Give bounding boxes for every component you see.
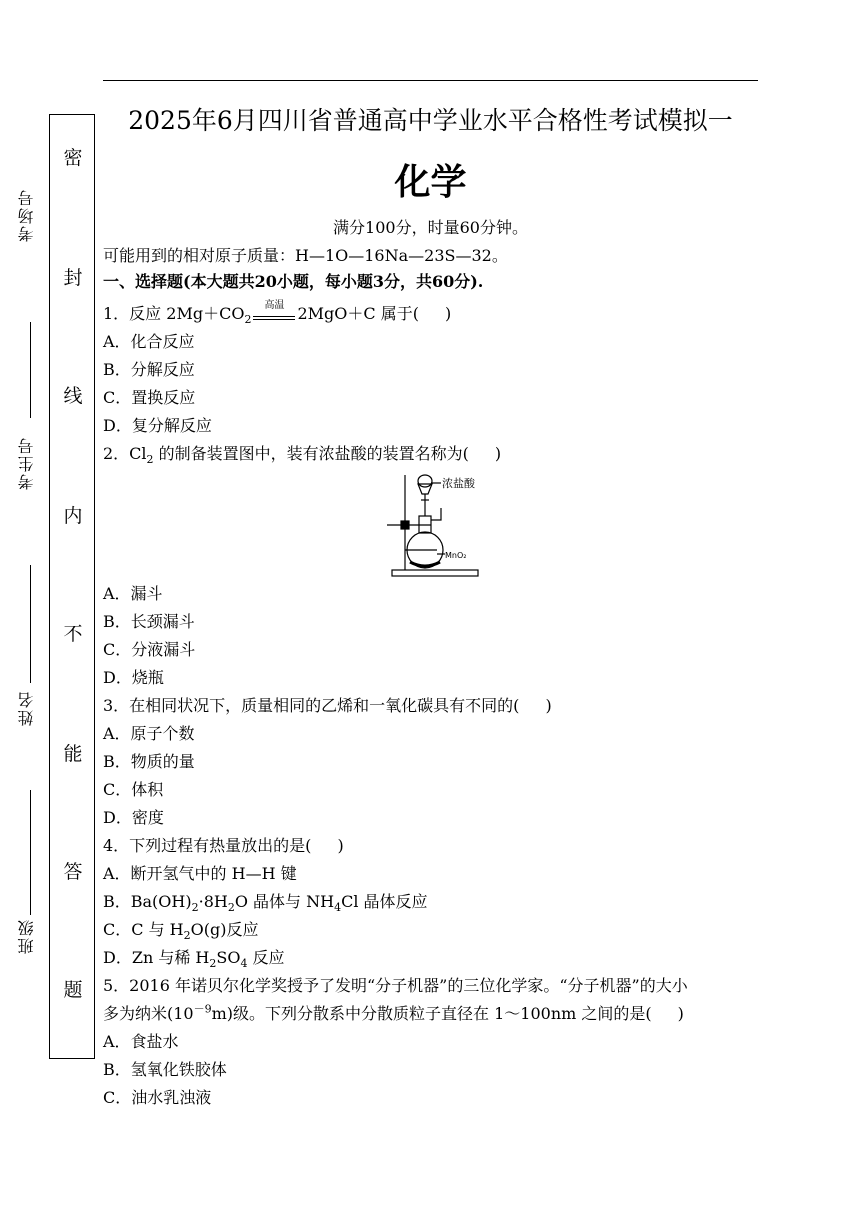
seal-char: 密 xyxy=(63,147,83,169)
label-mno2: MnO₂ xyxy=(445,551,467,560)
seal-char: 内 xyxy=(63,505,83,527)
header-rule xyxy=(103,80,758,81)
question-2-stem: 2．$Cl_2$ 的制备装置图中，装有浓盐酸的装置名称为( ) xyxy=(103,444,502,467)
q4-option-b: B．$Ba(OH)_2\cdot 8H_2O$ 晶体与 $NH_4Cl$ 晶体反应 xyxy=(103,892,428,915)
exam-room-field xyxy=(4,188,50,242)
clamp-joint xyxy=(401,521,409,529)
stand-base xyxy=(392,570,478,576)
seal-char: 不 xyxy=(63,623,83,645)
q3-option-a: A．原子个数 xyxy=(103,724,195,743)
exam-room-label: 考场号 xyxy=(17,188,36,242)
q2-option-b: B．长颈漏斗 xyxy=(103,612,195,631)
atomic-masses: 可能用到的相对原子质量：H—1O—16Na—23S—32。 xyxy=(103,246,508,265)
question-1-stem: 1．反应 $2Mg+CO_2$ 高温 2MgO＋C 属于( ) xyxy=(103,300,452,327)
q1-option-b: B．分解反应 xyxy=(103,360,195,379)
q1-option-c: C．置换反应 xyxy=(103,388,196,407)
name-line xyxy=(30,790,31,915)
exam-number-line xyxy=(30,565,31,683)
q3-option-d: D．密度 xyxy=(103,808,164,827)
seal-char: 答 xyxy=(63,861,83,883)
question-3-stem: 3．在相同状况下，质量相同的乙烯和一氧化碳具有不同的( ) xyxy=(103,696,552,715)
seal-char: 线 xyxy=(63,385,83,407)
q4-option-c: C．C 与 $H_2O(g)$反应 xyxy=(103,920,259,943)
q5-option-a: A．食盐水 xyxy=(103,1032,179,1051)
q3-option-b: B．物质的量 xyxy=(103,752,195,771)
q1-option-a: A．化合反应 xyxy=(103,332,195,351)
question-5-line-2: 多为纳米$(10^{-9}m)$级。下列分散系中分散质粒子直径在 1～100nm 之间的是( ) xyxy=(103,1002,684,1023)
name-label: 姓名 xyxy=(17,690,36,726)
label-conc-hcl: 浓盐酸 xyxy=(442,477,475,490)
seal-char: 题 xyxy=(63,979,83,1001)
seal-char: 能 xyxy=(63,743,83,765)
q5-option-b: B．氢氧化铁胶体 xyxy=(103,1060,227,1079)
chlorine-apparatus-figure xyxy=(375,470,485,580)
class-field xyxy=(4,918,50,954)
q2-option-d: D．烧瓶 xyxy=(103,668,164,687)
reaction-condition: 高温 xyxy=(251,302,297,326)
class-label: 班级 xyxy=(17,918,36,954)
mno2-solid xyxy=(410,562,440,566)
q4-option-d: D．Zn 与稀 $H_2SO_4$ 反应 xyxy=(103,948,285,971)
score-info: 满分100分，时量60分钟。 xyxy=(333,218,528,237)
question-5-line-1: 5．2016 年诺贝尔化学奖授予了发明“分子机器”的三位化学家。“分子机器”的大小 xyxy=(103,976,688,995)
exam-room-line xyxy=(30,322,31,418)
question-4-stem: 4．下列过程有热量放出的是( ) xyxy=(103,836,344,855)
q2-option-c: C．分液漏斗 xyxy=(103,640,196,659)
q5-option-c: C．油水乳浊液 xyxy=(103,1088,212,1107)
q2-option-a: A．漏斗 xyxy=(103,584,163,603)
side-arm xyxy=(431,508,441,520)
q4-option-a: A．断开氢气中的 H—H 键 xyxy=(103,864,297,883)
section-heading: 一、选择题(本大题共20小题，每小题3分，共60分). xyxy=(103,272,484,291)
funnel-bulb xyxy=(418,475,432,487)
name-field xyxy=(4,690,50,726)
exam-title: 2025年6月四川省普通高中学业水平合格性考试模拟一 xyxy=(128,106,733,135)
q1-option-d: D．复分解反应 xyxy=(103,416,212,435)
seal-box xyxy=(49,114,95,1059)
exam-number-label: 考生号 xyxy=(17,436,36,490)
exam-number-field xyxy=(4,436,50,490)
q3-option-c: C．体积 xyxy=(103,780,164,799)
subject-title: 化学 xyxy=(394,162,467,203)
seal-char: 封 xyxy=(63,267,83,289)
